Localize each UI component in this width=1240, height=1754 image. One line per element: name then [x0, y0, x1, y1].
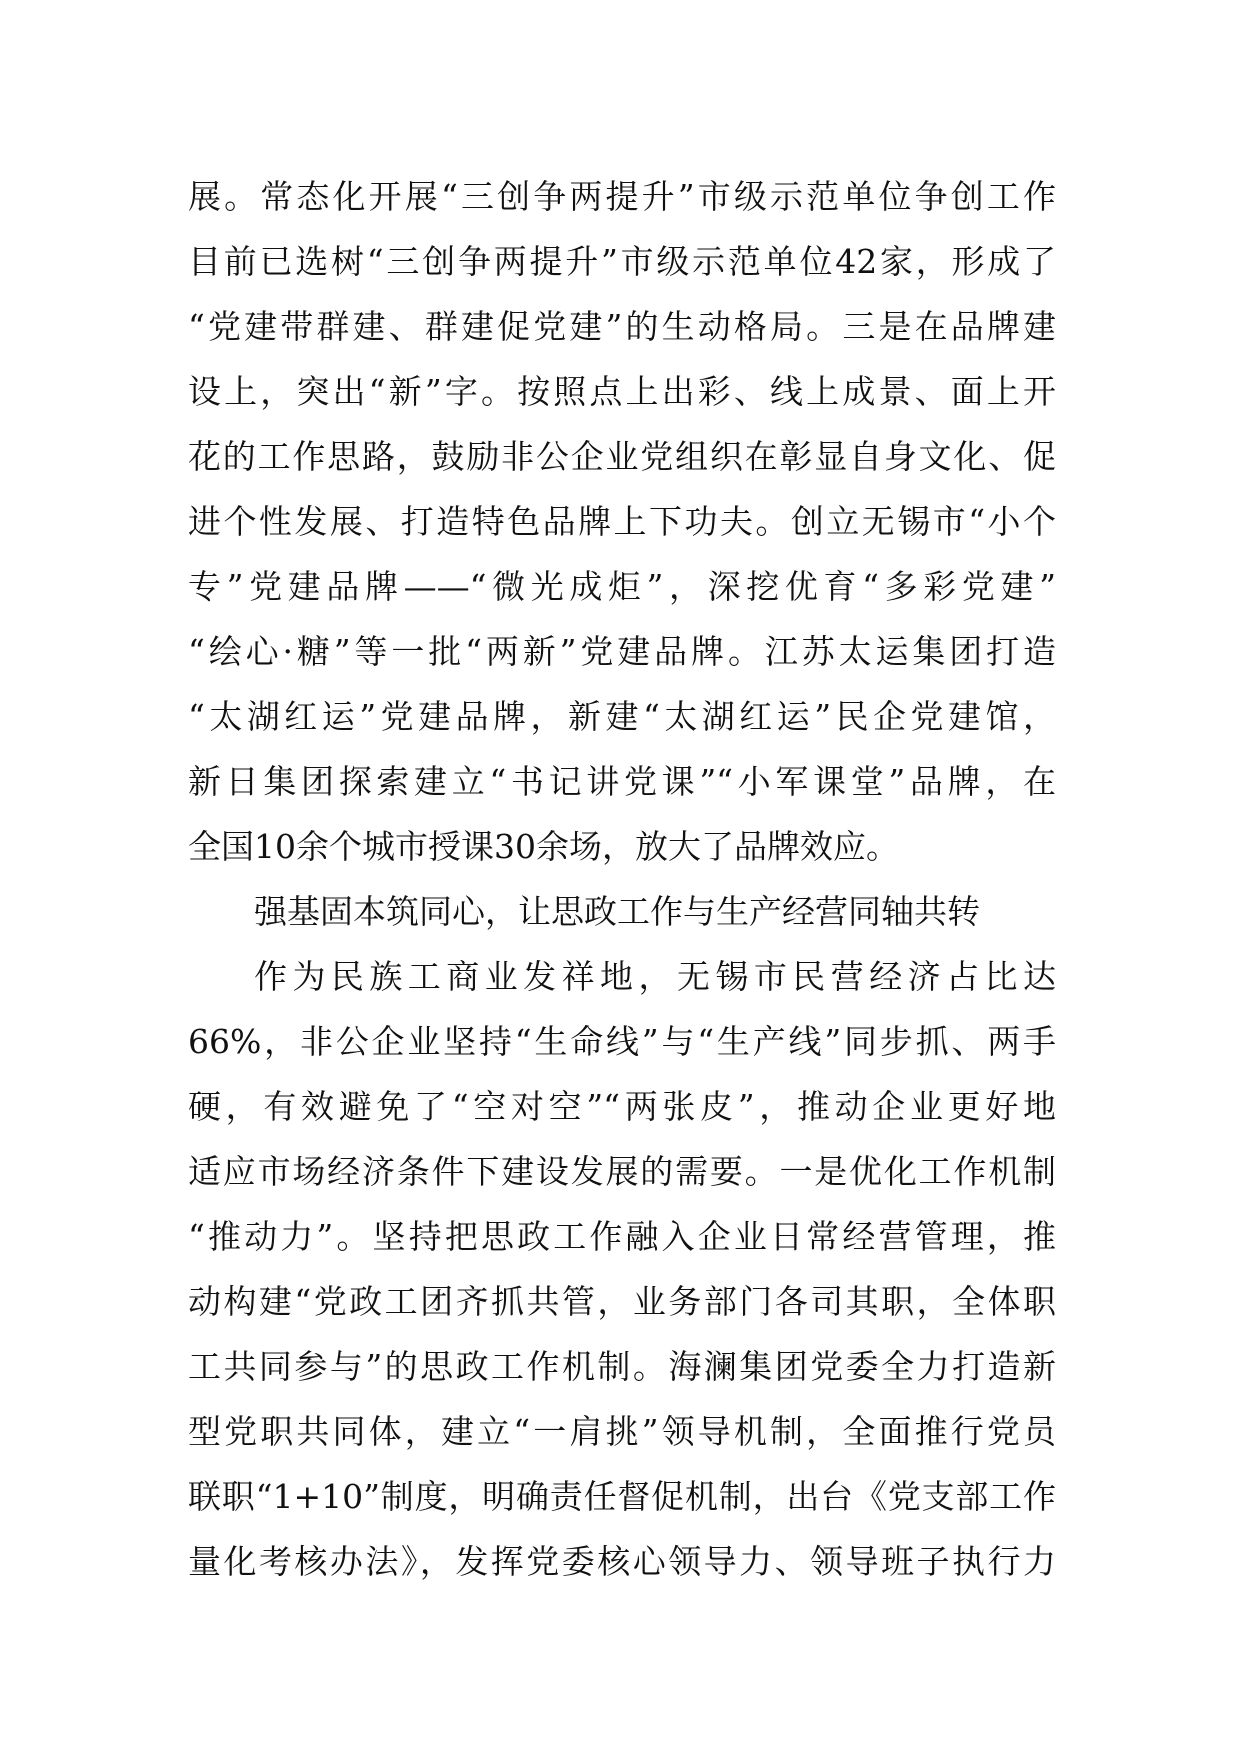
text-line: 66%，非公企业坚持“生命线”与“生产线”同步抓、两手 — [188, 1022, 1056, 1061]
text-line: 型党职共同体，建立“一肩挑”领导机制，全面推行党员 — [188, 1412, 1056, 1451]
text-line: 目前已选树“三创争两提升”市级示范单位42家，形成了 — [188, 242, 1056, 281]
text-line: 新日集团探索建立“书记讲党课”“小军课堂”品牌，在 — [188, 762, 1056, 801]
paragraph-continuation — [188, 164, 1056, 879]
text-line: 展。常态化开展“三创争两提升”市级示范单位争创工作 — [188, 177, 1056, 216]
text-line: “推动力”。坚持把思政工作融入企业日常经营管理，推 — [188, 1217, 1056, 1256]
text-line: “绘心·糖”等一批“两新”党建品牌。江苏太运集团打造 — [188, 632, 1056, 671]
text-line: 作为民族工商业发祥地，无锡市民营经济占比达 — [254, 957, 1056, 996]
text-line: 动构建“党政工团齐抓共管，业务部门各司其职，全体职 — [188, 1282, 1056, 1321]
paragraph-body — [188, 944, 1056, 1594]
text-line: 联职“1+10”制度，明确责任督促机制，出台《党支部工作 — [188, 1477, 1056, 1516]
text-line: 工共同参与”的思政工作机制。海澜集团党委全力打造新 — [188, 1347, 1056, 1386]
text-line: 全国10余个城市授课30余场，放大了品牌效应。 — [188, 827, 899, 866]
text-line: 专”党建品牌——“微光成炬”，深挖优育“多彩党建” — [188, 567, 1056, 606]
text-line: 花的工作思路，鼓励非公企业党组织在彰显自身文化、促 — [188, 437, 1056, 476]
document-page — [188, 164, 1056, 1594]
text-line: 适应市场经济条件下建设发展的需要。一是优化工作机制 — [188, 1152, 1056, 1191]
text-line: “党建带群建、群建促党建”的生动格局。三是在品牌建 — [188, 307, 1056, 346]
text-line: “太湖红运”党建品牌，新建“太湖红运”民企党建馆， — [188, 697, 1056, 736]
section-heading: 强基固本筑同心，让思政工作与生产经营同轴共转 — [254, 892, 980, 931]
text-line: 进个性发展、打造特色品牌上下功夫。创立无锡市“小个 — [188, 502, 1056, 541]
text-line: 设上，突出“新”字。按照点上出彩、线上成景、面上开 — [188, 372, 1056, 411]
text-line: 硬，有效避免了“空对空”“两张皮”，推动企业更好地 — [188, 1087, 1056, 1126]
text-line: 量化考核办法》，发挥党委核心领导力、领导班子执行力 — [188, 1542, 1056, 1581]
